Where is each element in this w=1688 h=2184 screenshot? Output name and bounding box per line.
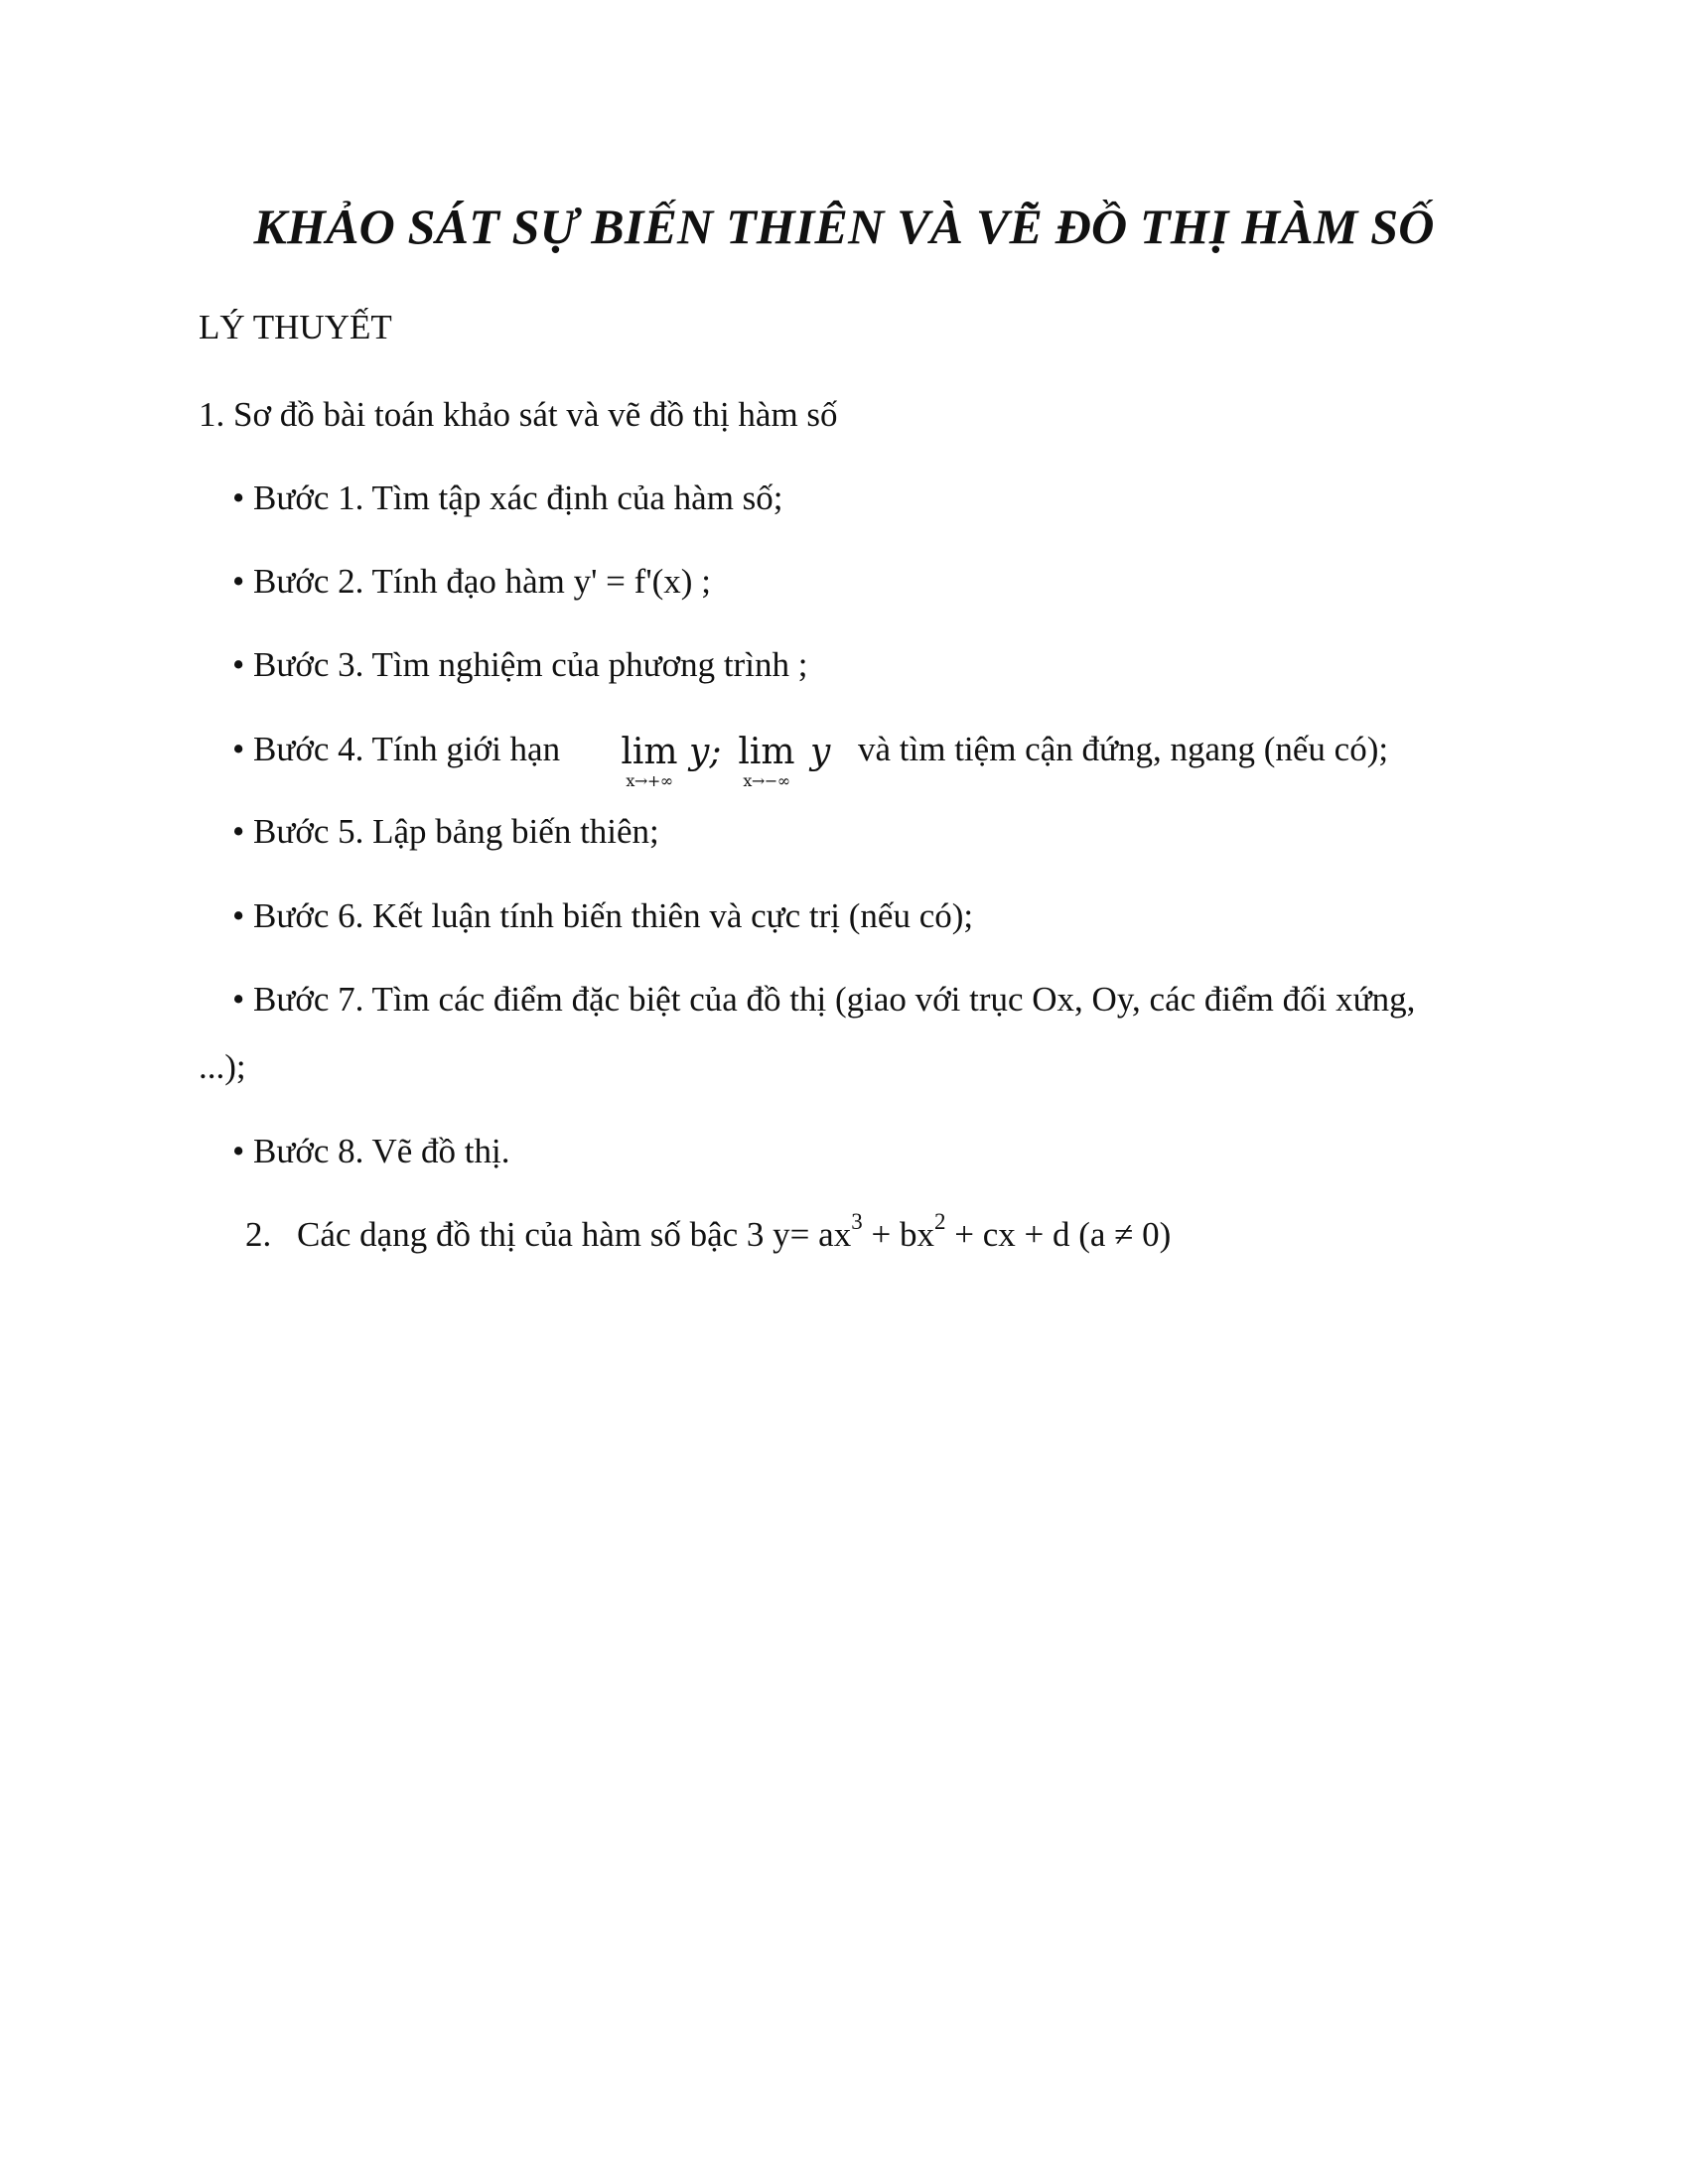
step-7: • Bước 7. Tìm các điểm đặc biệt của đồ thị (giao với trục Ox, Oy, các điểm đối xứng,: [232, 980, 1416, 1019]
limit-formula: [614, 733, 844, 802]
limit-plus-infinity: [614, 733, 685, 790]
section-1-title: 1. Sơ đồ bài toán khảo sát và vẽ đồ thị hàm số: [199, 395, 838, 434]
section-2-text-mid: + bx: [862, 1215, 934, 1254]
lim-word-2: lim: [738, 732, 795, 772]
limit-var-2: y: [810, 732, 831, 772]
lim-subscript-2: x→−∞: [743, 771, 790, 790]
section-2-number: 2.: [245, 1215, 272, 1254]
section-2-text-after: + cx + d (a ≠ 0): [945, 1215, 1172, 1254]
limit-minus-infinity: [731, 733, 802, 790]
step-8: • Bước 8. Vẽ đồ thị.: [232, 1132, 510, 1170]
step-4-suffix: và tìm tiệm cận đứng, ngang (nếu có);: [858, 730, 1389, 768]
limit-var-1: y;: [689, 732, 722, 772]
step-2: • Bước 2. Tính đạo hàm y' = f'(x) ;: [232, 562, 711, 601]
lim-word-1: lim: [621, 732, 678, 772]
step-4-label: • Bước 4. Tính giới hạn: [232, 730, 561, 768]
step-4: [232, 728, 560, 771]
step-7-continuation: ...);: [199, 1047, 246, 1086]
section-2-text-before: Các dạng đồ thị của hàm số bậc 3 y= ax: [297, 1215, 852, 1254]
section-2-title: [245, 1209, 1172, 1257]
step-1: • Bước 1. Tìm tập xác định của hàm số;: [232, 478, 783, 517]
step-6: • Bước 6. Kết luận tính biến thiên và cực trị (nếu có);: [232, 896, 974, 935]
step-5: • Bước 5. Lập bảng biến thiên;: [232, 812, 659, 851]
section-heading: LÝ THUYẾT: [199, 308, 392, 346]
lim-subscript-1: x→+∞: [626, 771, 673, 790]
exponent-2: 2: [933, 1209, 946, 1235]
document-title: KHẢO SÁT SỰ BIẾN THIÊN VÀ VẼ ĐỒ THỊ HÀM SỐ: [253, 199, 1435, 254]
exponent-3: 3: [851, 1209, 863, 1235]
step-3: • Bước 3. Tìm nghiệm của phương trình ;: [232, 645, 808, 684]
